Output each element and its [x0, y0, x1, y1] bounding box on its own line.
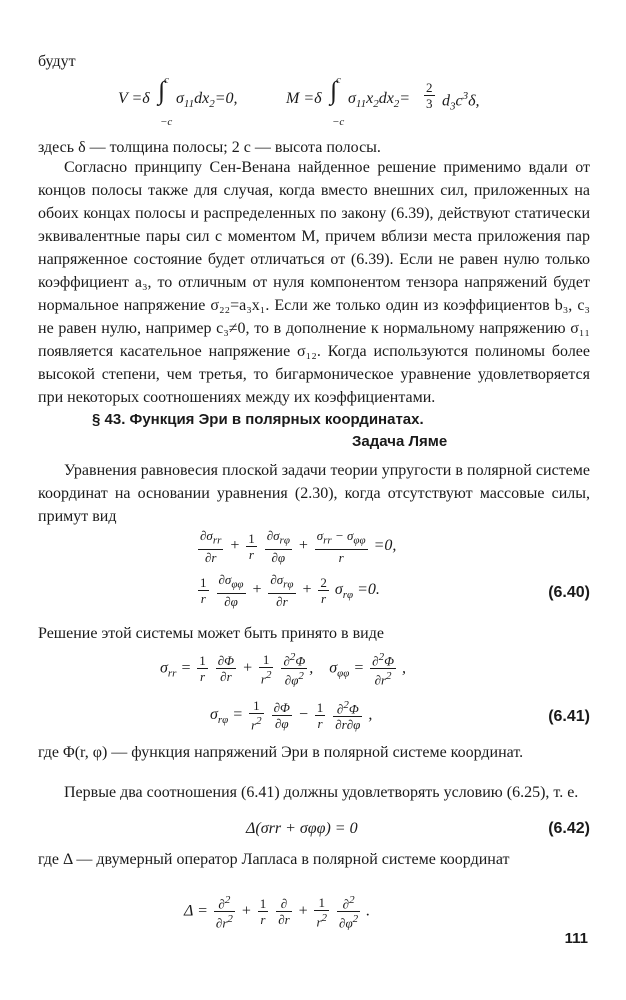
- text-first-two: Первые два соотношения (6.41) должны удовлетворять условию (6.25), т. е.: [64, 784, 579, 801]
- equation-6-40-b: $\frac{1}{r}$ $\frac{\partial\sigma_{\varphi\varphi}}{\partial\varphi}$ + $\frac{\partial\sigma_{r\varphi}}{\partial r}$ + $\frac{2}{r}$ $\sigma_{r\varphi} =0$.: [200, 572, 380, 609]
- equation-number-6-41: (6.41): [548, 708, 590, 725]
- text-here-delta: здесь δ — толщина полосы; 2 c — высота полосы.: [38, 139, 381, 156]
- section-title-line2: Задача Ляме: [352, 433, 448, 450]
- page-number: 111: [564, 930, 588, 947]
- equation-number-6-42: (6.42): [548, 820, 590, 837]
- text-laplace-definition: где Δ — двумерный оператор Лапласа в полярной системе координат: [38, 851, 510, 868]
- equation-number-6-40: (6.40): [548, 584, 590, 601]
- formula-laplace: Δ = $\frac{\partial^2}{\partial r^2}$ + $\frac{1}{r}$ $\frac{\partial}{\partial r}$ + $\frac{1}{r^2}$ $\frac{\partial^2}{\partial\varphi^2}$ .: [184, 894, 371, 931]
- equation-6-42: Δ(σrr + σφφ) = 0: [246, 820, 358, 837]
- equation-6-41-b: $\sigma_{r\varphi}$ = $\frac{1}{r^2}$ $\frac{\partial\Phi}{\partial\varphi}$ − $\frac{1}{r}$ $\frac{\partial^2\Phi}{\partial r\partial\varphi}$ ,: [210, 698, 373, 733]
- paragraph-equilibrium: Уравнения равновесия плоской задачи теории упругости в полярной системе координат на основании уравнения (2.30), когда отсутствуют массовые силы, примут вид: [38, 462, 590, 525]
- equation-6-41-a: $\sigma_{rr}$ = $\frac{1}{r}$ $\frac{\partial\Phi}{\partial r}$ + $\frac{1}{r^2}$ $\frac{\partial^2\Phi}{\partial\varphi^2}$ , $\sigma_{\varphi\varphi}$ = $\frac{\partial^2\Phi}{\partial r^2}$ ,: [160, 651, 406, 688]
- text-airy-definition: где Φ(r, φ) — функция напряжений Эри в полярной системе координат.: [38, 744, 524, 761]
- formula-v-m: V =δ ∫ c −c $\sigma_{11}dx_2=0$, M =δ ∫ c −c $\sigma_{11}x_2dx_2=$ $\frac{2}{3}$ $d_3c^3\delta$,: [118, 74, 480, 128]
- equation-6-40-a: $\frac{\partial\sigma_{rr}}{\partial r}$ + $\frac{1}{r}$ $\frac{\partial\sigma_{r\varphi}}{\partial\varphi}$ + $\frac{\sigma_{rr} - \sigma_{\varphi\varphi}}{r}$ =0,: [200, 528, 397, 565]
- paragraph-saint-venant: Согласно принципу Сен-Венана найденное решение применимо вдали от концов полосы также для случая, когда вместо внешних сил, приложенных на обоих концах полосы и распределенных по закону (6.39), действуют статически эквивалентные пары сил с моментом M, причем вблизи места приложения пар напряженное состояние будет отличаться от (6.39). Если не равен нулю только коэффициент a₃, то отличным от нуля компонентом тензора напряжений будет нормальное напряжение σ₂₂=a₃x₁. Если же только один из коэффициентов b₃, c₃ не равен нулю, например c₃≠0, то в дополнение к нормальному напряжению σ₁₁ появляется касательное напряжение σ₁₂. Когда используются полиномы более высокой степени, чем третья, то бигармоническое уравнение удовлетворяется при некоторых соотношениях между их коэффициентами.: [38, 159, 590, 406]
- text-solution-intro: Решение этой системы может быть принято в виде: [38, 625, 384, 642]
- section-title-line1: § 43. Функция Эри в полярных координатах.: [92, 411, 424, 428]
- text-budut: будут: [38, 53, 76, 70]
